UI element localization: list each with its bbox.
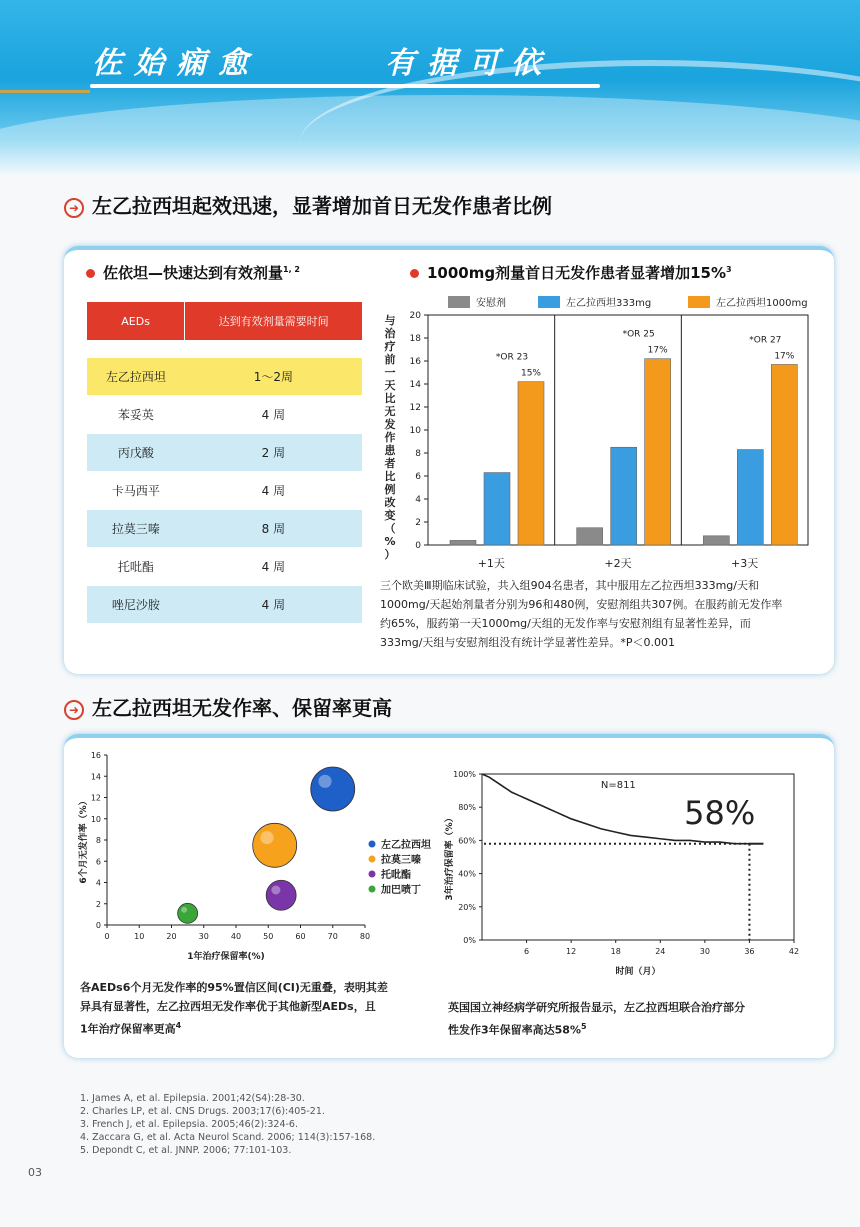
bar-or-label: *OR 27 xyxy=(749,335,782,346)
caption-text: 性发作3年保留率高达58% xyxy=(448,1023,581,1037)
bubble xyxy=(253,823,297,867)
legend-dot xyxy=(369,886,376,893)
bubble-highlight xyxy=(318,775,331,788)
table-cell-drug: 唑尼沙胺 xyxy=(87,586,185,624)
y-tick-label: 16 xyxy=(90,751,101,760)
y-tick-label: 14 xyxy=(409,380,421,390)
x-tick-label: 70 xyxy=(327,932,338,941)
caption-line: 异具有显著性，左乙拉西坦无发作率优于其他新型AEDs，且 xyxy=(80,1000,376,1013)
bar xyxy=(450,540,476,545)
y-axis-label-char: 变 xyxy=(384,509,396,522)
y-axis-label-char: ） xyxy=(384,548,396,561)
x-tick-label: +2天 xyxy=(604,557,632,570)
bar-or-label: *OR 25 xyxy=(622,329,655,340)
caption-text: 1年治疗保留率更高 xyxy=(80,1022,176,1036)
reference-item: 1. James A, et al. Epilepsia. 2001;42(S4):28-30. xyxy=(80,1093,305,1104)
y-axis-label-char: % xyxy=(384,535,396,548)
table-cell-drug: 托吡酯 xyxy=(87,548,185,586)
y-tick-label: 6 xyxy=(415,472,421,482)
table-cell-drug: 左乙拉西坦 xyxy=(87,358,185,396)
banner-swoosh-line xyxy=(300,60,860,175)
y-axis-label-char: 前 xyxy=(384,353,396,366)
y-tick-label: 2 xyxy=(415,518,421,528)
table-cell-drug: 拉莫三嗪 xyxy=(87,510,185,548)
table-cell-drug: 丙戊酸 xyxy=(87,434,185,472)
y-tick-label: 16 xyxy=(409,357,421,367)
legend-dot xyxy=(369,871,376,878)
big-value-label: 58% xyxy=(684,794,756,832)
y-axis-label-char: 患 xyxy=(384,444,396,457)
caption-line: 约65%，服药第一天1000mg/天组的无发作率与安慰剂组有显著性差异，而 xyxy=(380,617,751,630)
bar xyxy=(577,528,603,545)
bullet-dot-icon xyxy=(86,269,95,278)
x-tick-label: 50 xyxy=(263,932,274,941)
table-row xyxy=(87,472,362,510)
bar xyxy=(611,447,637,545)
banner-gold-line xyxy=(0,90,90,93)
table-cell-time: 2 周 xyxy=(185,434,362,472)
caption-line xyxy=(448,1017,828,1040)
right-subtitle xyxy=(410,262,732,283)
y-tick-label: 80% xyxy=(458,803,476,813)
legend-label: 加巴喷丁 xyxy=(381,885,421,896)
y-tick-label: 8 xyxy=(95,836,101,845)
bullet-dot-icon xyxy=(410,269,419,278)
caption-line: 英国国立神经病学研究所报告显示，左乙拉西坦联合治疗部分 xyxy=(448,1001,745,1014)
section2-left-caption xyxy=(80,978,435,1039)
x-tick-label: +1天 xyxy=(477,557,505,570)
y-axis-label-char: 与 xyxy=(384,314,396,327)
caption-line: 333mg/天组与安慰剂组没有统计学显著性差异。*P＜0.001 xyxy=(380,636,676,649)
table-cell-time: 4 周 xyxy=(185,586,362,624)
y-tick-label: 40% xyxy=(458,869,476,879)
section2-right-caption xyxy=(448,998,828,1040)
caption-line: 1000mg/天起始剂量者分别为96和480例，安慰剂组共307例。在服药前无发作率 xyxy=(380,598,783,611)
y-tick-label: 14 xyxy=(90,772,101,782)
y-axis-label-char: 改 xyxy=(384,496,396,509)
banner-title-right: 有据可依 xyxy=(385,46,553,81)
x-tick-label: +3天 xyxy=(731,557,759,570)
arrow-circle-icon: ➜ xyxy=(64,198,84,218)
x-tick-label: 80 xyxy=(359,932,371,941)
y-tick-label: 0 xyxy=(95,921,101,930)
x-tick-label: 60 xyxy=(295,932,306,941)
caption-line: 三个欧美Ⅲ期临床试验，共入组904名患者，其中服用左乙拉西坦333mg/天和 xyxy=(380,579,759,592)
bar xyxy=(771,364,797,545)
references xyxy=(80,1092,375,1157)
table-row xyxy=(87,510,362,548)
caption-line: 各AEDs6个月无发作率的95%置信区间(CI)无重叠，表明其差 xyxy=(80,981,388,994)
legend-label: 托吡酯 xyxy=(381,870,411,881)
bubble xyxy=(266,880,296,910)
y-axis-label-char: （ xyxy=(384,522,396,535)
table-header-cell: 达到有效剂量需要时间 xyxy=(185,302,362,340)
y-axis-label-char: 比 xyxy=(384,470,396,483)
bar xyxy=(645,359,671,545)
table-row xyxy=(87,548,362,586)
y-tick-label: 12 xyxy=(90,793,101,803)
section1-title: 左乙拉西坦起效迅速，显著增加首日无发作患者比例 xyxy=(92,194,552,218)
bar-pct-label: 15% xyxy=(520,368,542,379)
section2-title: 左乙拉西坦无发作率、保留率更高 xyxy=(92,696,392,720)
left-subtitle-ref: 1, 2 xyxy=(283,265,300,274)
legend-swatch xyxy=(538,296,560,308)
reference-item: 4. Zaccara G, et al. Acta Neurol Scand. 2006; 114(3):157-168. xyxy=(80,1132,376,1143)
header-banner xyxy=(0,0,860,175)
table-cell-drug: 苯妥英 xyxy=(87,396,185,434)
right-subtitle-text: 1000mg剂量首日无发作患者显著增加15% xyxy=(427,264,727,282)
arrow-circle-icon: ➜ xyxy=(64,700,84,720)
bar xyxy=(484,473,510,545)
legend-label: 拉莫三嗪 xyxy=(381,855,421,866)
x-axis-label: 时间（月） xyxy=(615,967,661,977)
y-axis-label-char: 疗 xyxy=(384,340,396,353)
bubble-highlight xyxy=(271,886,280,895)
bubble-highlight xyxy=(260,831,273,844)
scatter-chart xyxy=(72,742,442,972)
y-tick-label: 10 xyxy=(90,814,101,824)
x-tick-label: 24 xyxy=(655,947,666,956)
banner-title-left: 佐始痫愈 xyxy=(92,46,260,81)
y-axis-label-char: 天 xyxy=(384,379,396,392)
section1-heading xyxy=(64,190,552,219)
legend-label: 左乙拉西坦333mg xyxy=(566,298,652,309)
y-axis-label-char: 无 xyxy=(384,405,396,418)
right-subtitle-ref: 3 xyxy=(726,265,732,274)
page-number: 03 xyxy=(28,1166,42,1179)
aed-table xyxy=(87,302,362,624)
x-tick-label: 0 xyxy=(104,932,110,941)
table-cell-time: 1～2周 xyxy=(185,358,362,396)
legend-label: 左乙拉西坦 xyxy=(381,840,431,851)
x-tick-label: 10 xyxy=(134,932,145,941)
y-axis-label-char: 者 xyxy=(384,457,396,470)
x-tick-label: 42 xyxy=(788,947,800,956)
y-tick-label: 0 xyxy=(415,541,421,551)
y-tick-label: 4 xyxy=(415,495,421,505)
y-axis-label-char: 作 xyxy=(384,431,396,444)
y-axis-label-char: 治 xyxy=(384,327,396,340)
bar-pct-label: 17% xyxy=(774,351,795,362)
x-tick-label: 6 xyxy=(524,947,530,956)
y-axis-label-char: 发 xyxy=(384,418,396,431)
bar-pct-label: 17% xyxy=(647,345,668,356)
x-tick-label: 30 xyxy=(699,947,710,956)
bubble xyxy=(178,903,198,923)
x-tick-label: 40 xyxy=(230,932,242,941)
legend-dot xyxy=(369,841,376,848)
x-tick-label: 30 xyxy=(198,932,209,941)
y-tick-label: 100% xyxy=(453,770,476,779)
x-tick-label: 20 xyxy=(166,932,177,941)
bar-or-label: *OR 23 xyxy=(495,352,529,363)
y-tick-label: 4 xyxy=(95,878,101,888)
y-axis-label: 6个月无发作率（%） xyxy=(79,796,89,884)
section1-caption xyxy=(380,576,820,652)
line-chart xyxy=(440,760,820,980)
legend-swatch xyxy=(688,296,710,308)
y-tick-label: 2 xyxy=(95,899,101,909)
y-tick-label: 60% xyxy=(458,836,476,846)
y-tick-label: 8 xyxy=(415,449,421,459)
reference-item: 2. Charles LP, et al. CNS Drugs. 2003;17(6):405-21. xyxy=(80,1106,325,1117)
table-cell-drug: 卡马西平 xyxy=(87,472,185,510)
x-axis-label: 1年治疗保留率(%) xyxy=(187,952,265,962)
y-tick-label: 20% xyxy=(458,902,476,912)
table-cell-time: 4 周 xyxy=(185,396,362,434)
bar xyxy=(518,382,544,545)
reference-item: 3. French J, et al. Epilepsia. 2005;46(2):324-6. xyxy=(80,1119,298,1130)
bar xyxy=(737,450,763,545)
legend-label: 安慰剂 xyxy=(476,298,506,309)
table-row xyxy=(87,434,362,472)
y-tick-label: 10 xyxy=(409,426,421,436)
section2-heading xyxy=(64,692,392,721)
x-tick-label: 18 xyxy=(610,947,621,956)
y-tick-label: 0% xyxy=(463,936,476,945)
table-cell-time: 4 周 xyxy=(185,548,362,586)
y-tick-label: 20 xyxy=(409,311,421,321)
caption-line xyxy=(80,1016,435,1039)
legend-swatch xyxy=(448,296,470,308)
y-tick-label: 6 xyxy=(95,857,101,867)
y-tick-label: 18 xyxy=(409,334,421,344)
y-axis-label-char: 例 xyxy=(384,483,396,496)
table-header-cell: AEDs xyxy=(87,302,185,340)
table-row xyxy=(87,358,362,396)
y-axis-label: 3年治疗保留率（%） xyxy=(445,813,455,901)
caption-ref: 4 xyxy=(175,1021,182,1030)
bubble-highlight xyxy=(181,907,187,913)
left-subtitle xyxy=(86,262,300,283)
table-cell-time: 8 周 xyxy=(185,510,362,548)
reference-item: 5. Depondt C, et al. JNNP. 2006; 77:101-103. xyxy=(80,1145,292,1156)
caption-ref: 5 xyxy=(580,1022,587,1031)
table-header-row xyxy=(87,302,362,340)
legend-dot xyxy=(369,856,376,863)
y-axis-label-char: 比 xyxy=(384,392,396,405)
bubble xyxy=(311,767,355,811)
x-tick-label: 12 xyxy=(566,947,577,956)
table-row xyxy=(87,586,362,624)
x-tick-label: 36 xyxy=(744,947,755,956)
n-label: N=811 xyxy=(600,780,636,791)
y-tick-label: 12 xyxy=(409,403,421,413)
table-cell-time: 4 周 xyxy=(185,472,362,510)
bar xyxy=(703,536,729,545)
bar-chart xyxy=(378,290,828,580)
left-subtitle-text: 佐依坦—快速达到有效剂量 xyxy=(103,264,284,282)
table-row xyxy=(87,396,362,434)
y-axis-label-char: 一 xyxy=(384,366,396,379)
banner-white-line xyxy=(90,84,600,88)
legend-label: 左乙拉西坦1000mg xyxy=(716,298,808,309)
